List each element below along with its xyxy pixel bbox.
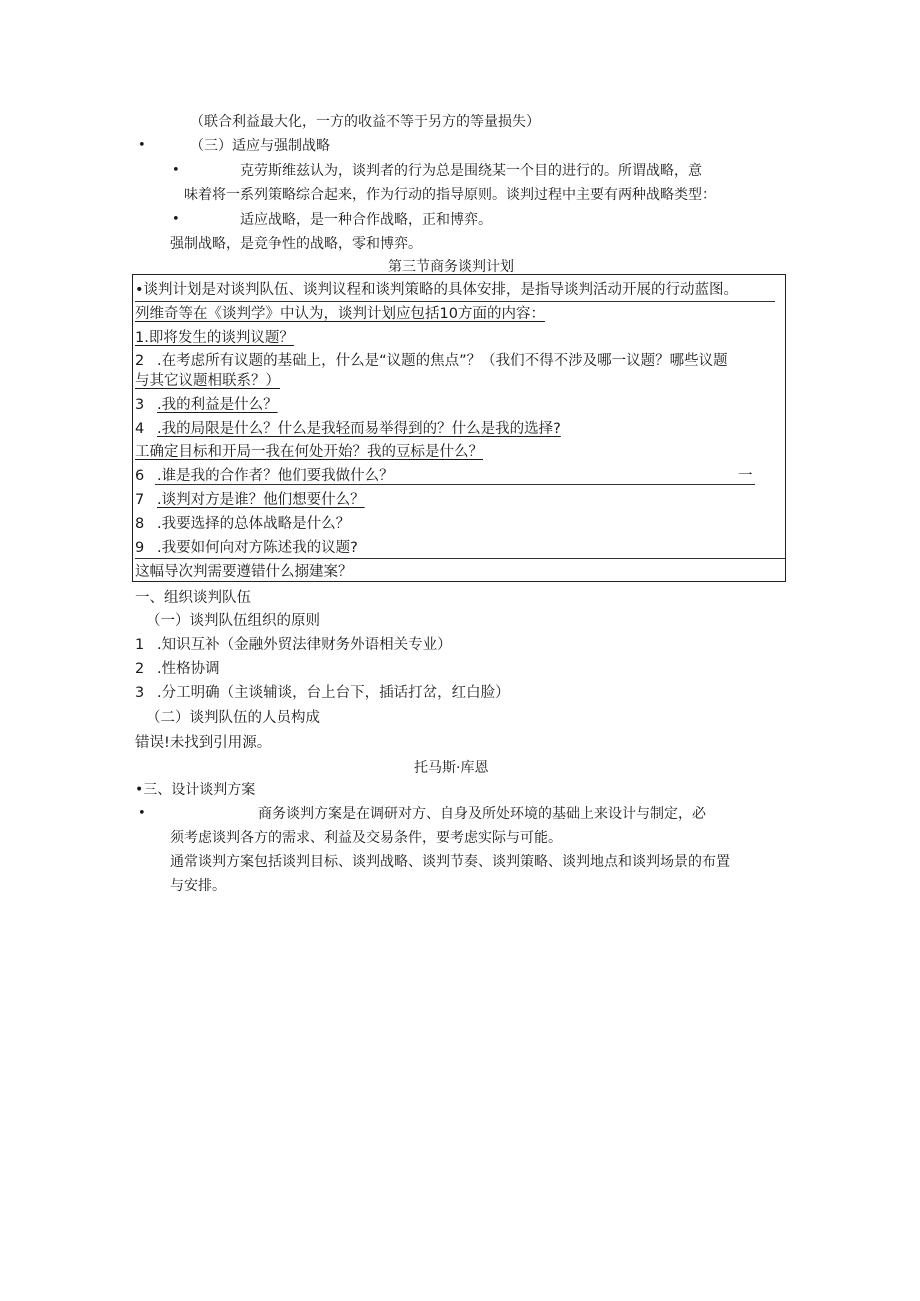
principle-2 [135,660,220,678]
plan-item-4 [135,420,561,438]
caption-thomas-kuhn: 托马斯·库恩 [414,760,489,776]
plan-item-7 [135,491,365,509]
heading-adapt-force-strategy: （三）适应与强制战略 [190,138,330,154]
subheading-team-members: （二）谈判队伍的人员构成 [146,710,320,726]
plan-item-6 [135,467,394,485]
plan-item-1: 1.即将发生的谈判议题？ [135,330,294,346]
plan-intro-line-1: •谈判计划是对谈判队伍、谈判议程和谈判策略的具体安排，是指导谈判活动开展的行动蓝图。 [135,282,739,298]
item-text: .在考虑所有议题的基础上，什么是“议题的焦点”？（我们不得不涉及哪一议题？哪些议题 [157,353,728,369]
subheading-team-principles: （一）谈判队伍组织的原则 [146,613,320,629]
principle-3 [135,684,510,702]
item-number: 1 [135,637,145,653]
row-underline [135,301,775,302]
item-number: 3 [135,397,145,413]
item-number: 3 [135,685,145,701]
item-number: 9 [135,540,145,556]
plan-item-10: 这幅导次判需要遵错什么搦建案？ [135,564,353,580]
text-line-joint-interest: （联合利益最大化，一方的收益不等于另方的等量损失） [190,114,540,130]
text-line-strategy-types: 味着将一系列策略综合起来，作为行动的指导原则。谈判过程中主要有两种战略类型： [184,187,716,203]
bullet: • [138,138,146,153]
principle-1 [135,636,452,654]
plan-item-2 [135,352,728,370]
item-text: .知识互补（金融外贸法律财务外语相关专业） [157,637,452,653]
dash-mark: 一 [738,468,753,484]
plan-item-8 [135,515,350,533]
item-text: .我的利益是什么？ [157,397,278,413]
item-text: .谈判对方是谁？他们想要什么？ [157,492,365,508]
item-number: 7 [135,492,145,508]
item-text: .我要如何向对方陈述我的议题? [157,540,358,556]
design-text-line-2: 须考虑谈判各方的需求、利益及交易条件，要考虑实际与可能。 [170,830,562,846]
text-line-adapt-strategy: 适应战略，是一种合作战略，正和博弈。 [240,212,492,228]
bullet: • [172,163,180,178]
item-number: 8 [135,516,145,532]
row-underline [155,484,755,485]
heading-organize-team: 一、组织谈判队伍 [135,590,251,606]
plan-item-9 [135,539,358,557]
item-text: .性格协调 [157,661,220,677]
bullet: • [172,212,180,227]
heading-design-plan: •三、设计谈判方案 [135,782,256,798]
reference-error-text: 错误!未找到引用源。 [135,735,272,751]
plan-intro-line-2: 列维奇等在《谈判学》中认为，谈判计划应包括10方面的内容： [135,306,545,322]
plan-item-3 [135,396,278,414]
plan-item-5: 工确定目标和开局一我在何处开始？我的豆标是什么？ [135,444,483,460]
text-line-clausewitz: 克劳斯维兹认为，谈判者的行为总是围绕某一个目的进行的。所谓战略，意 [240,163,702,179]
item-number: 2 [135,353,145,369]
bullet: • [138,806,146,821]
item-text: .分工明确（主谈辅谈，台上台下，插话打岔，红白脸） [157,685,510,701]
row-underline [135,558,785,559]
design-text-line-3: 通常谈判方案包括谈判目标、谈判战略、谈判节奏、谈判策略、谈判地点和谈判场景的布置 [170,854,730,870]
item-number: 2 [135,661,145,677]
item-text: .我要选择的总体战略是什么？ [157,516,351,532]
item-text: .谁是我的合作者？他们要我做什么？ [157,468,394,484]
design-text-line-4: 与安排。 [170,878,226,894]
section-title: 第三节商务谈判计划 [388,259,514,275]
design-text-line-1: 商务谈判方案是在调研对方、自身及所处环境的基础上来设计与制定，必 [258,806,706,822]
item-text: .我的局限是什么？什么是我轻而易举得到的？什么是我的选择? [157,421,561,437]
text-line-force-strategy: 强制战略，是竞争性的战略，零和博弈。 [170,236,422,252]
item-number: 4 [135,421,145,437]
plan-item-2-continued: 与其它议题相联系？） [135,373,280,389]
item-number: 6 [135,468,145,484]
